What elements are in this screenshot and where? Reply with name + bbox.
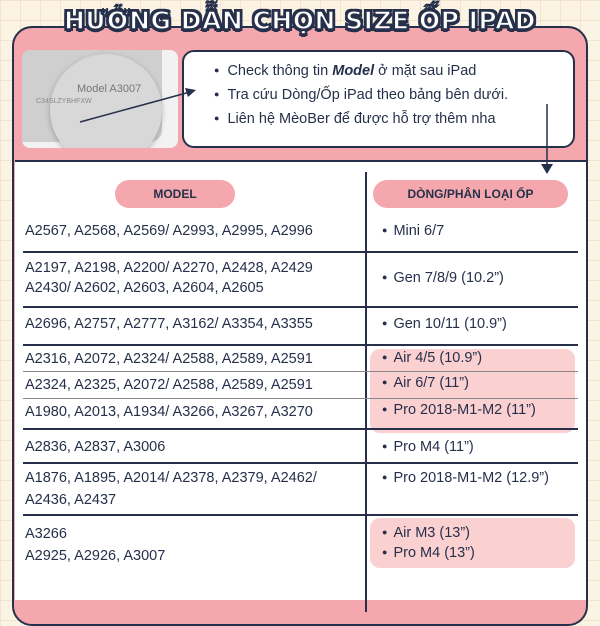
page-title: HƯỚNG DẪN CHỌN SIZE ỐP IPAD	[63, 6, 537, 35]
instruction-item: ● Tra cứu Dòng/Ốp iPad theo bảng bên dưới.	[214, 84, 573, 108]
photo-serial: C34SLZYBHFXW	[36, 98, 92, 105]
type-cell: ● Gen 7/8/9 (10.2”)	[382, 268, 504, 289]
model-cell: A2567, A2568, A2569/ A2993, A2995, A2996	[25, 223, 313, 239]
model-cell: A1876, A1895, A2014/ A2378, A2379, A2462/	[25, 470, 317, 486]
model-cell: A2316, A2072, A2324/ A2588, A2589, A2591	[25, 351, 313, 367]
type-cell: ● Gen 10/11 (10.9”)	[382, 314, 507, 335]
type-cell: ● Pro 2018-M1-M2 (11”)	[382, 400, 536, 421]
photo-model-label: Model A3007	[77, 83, 142, 95]
header-model: MODEL	[115, 180, 235, 208]
type-cell: ● Mini 6/7	[382, 221, 444, 242]
type-cell: ● Air 4/5 (10.9”)	[382, 348, 482, 369]
model-cell: A2696, A2757, A2777, A3162/ A3354, A3355	[25, 316, 313, 332]
model-cell: A1980, A2013, A1934/ A3266, A3267, A3270	[25, 404, 313, 420]
arrow-head-icon	[185, 88, 196, 97]
type-cell: ● Pro M4 (11”)	[382, 437, 474, 458]
model-cell: A2925, A2926, A3007	[25, 548, 166, 564]
header-type: DÒNG/PHÂN LOẠI ỐP	[373, 180, 568, 208]
model-cell: A2324, A2325, A2072/ A2588, A2589, A2591	[25, 377, 313, 393]
type-cell: ● Pro M4 (13”)	[382, 543, 475, 564]
instruction-item: ● Check thông tin Model ở mặt sau iPad	[214, 60, 573, 84]
model-cell: A3266	[25, 526, 67, 542]
type-cell: ● Air 6/7 (11”)	[382, 373, 469, 394]
instruction-item: ● Liên hệ MèoBer để được hỗ trợ thêm nha	[214, 108, 573, 132]
type-cell: ● Air M3 (13”)	[382, 523, 470, 544]
model-cell: A2836, A2837, A3006	[25, 439, 166, 455]
model-cell: A2197, A2198, A2200/ A2270, A2428, A2429	[25, 260, 313, 276]
arrow-head-icon	[541, 164, 553, 174]
model-cell: A2436, A2437	[25, 492, 117, 508]
model-cell: A2430/ A2602, A2603, A2604, A2605	[25, 280, 264, 296]
type-cell: ● Pro 2018-M1-M2 (12.9”)	[382, 468, 549, 489]
